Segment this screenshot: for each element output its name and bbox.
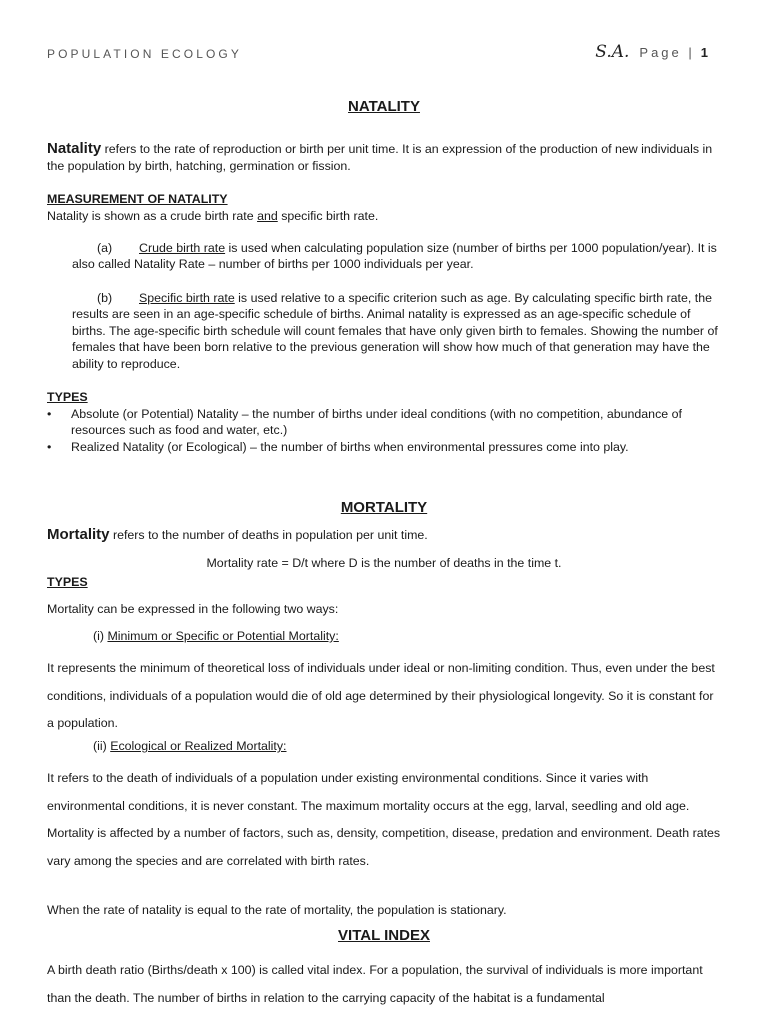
natality-term: Natality <box>47 140 102 157</box>
running-header: POPULATION ECOLOGY <box>47 47 242 61</box>
bullet-text-absolute: Absolute (or Potential) Natality – the number of births under ideal conditions (with no competition, abundance of resources such as food and water, etc.) <box>71 407 682 438</box>
list-item <box>47 406 727 439</box>
bullet-text-realized: Realized Natality (or Ecological) – the number of births when environmental pressures come into play. <box>71 440 629 454</box>
page-header-right <box>595 42 708 62</box>
subheading-ecological-mortality <box>93 739 287 753</box>
stationary-statement: When the rate of natality is equal to the rate of mortality, the population is stationary. <box>47 903 507 917</box>
page-number: 1 <box>700 45 708 60</box>
minimum-mortality-text: It represents the minimum of theoretical loss of individuals under ideal or non-limiting condition. Thus, even under the best conditions, individuals of a population would die of old age determined by their physiological longevity. So it is constant for a population. <box>47 661 715 731</box>
mortality-term: Mortality <box>47 526 110 543</box>
measurement-and: and <box>257 208 278 223</box>
measurement-text-part1: Natality is shown as a crude birth rate <box>47 208 258 223</box>
mortality-types-label: TYPES <box>47 575 88 589</box>
natality-title: NATALITY <box>348 98 420 115</box>
sub2-term: Ecological or Realized Mortality: <box>110 739 287 753</box>
list-item-crude-birth-rate <box>72 240 724 273</box>
mortality-types-heading <box>47 574 727 591</box>
sub1-term: Minimum or Specific or Potential Mortality: <box>107 629 339 643</box>
list-item-specific-birth-rate <box>72 290 724 372</box>
sub2-number: (ii) <box>93 739 111 753</box>
bullet-icon: • <box>47 440 52 454</box>
page-label: Page | <box>639 45 695 60</box>
item-b-number: (b) <box>97 291 113 305</box>
measurement-section <box>47 191 727 224</box>
natality-intro-text: refers to the rate of reproduction or birth per unit time. It is an expression of the production of new individuals in the population by birth, hatching, germination or fission. <box>47 142 713 173</box>
natality-intro <box>47 141 727 174</box>
vital-index-title: VITAL INDEX <box>338 927 430 944</box>
item-b-text: is used relative to a specific criterion such as age. By calculating specific birth rate, the results are seen in an age-specific schedule of births. Animal natality is expressed as an age-specific schedule of births. The age-specific birth schedule will count females that have only given birth to females. Showing the number of females that have been born relative to the previous generation will show how much of that generation may have the ability to reproduce. <box>72 291 718 371</box>
natality-types-heading <box>47 389 727 406</box>
ecological-mortality-text: It refers to the death of individuals of a population under existing environmental conditions. Since it varies with environmental conditions, it is never constant. The maximum mortality occurs at the egg, larval, seedling and old age. Mortality is affected by a number of factors, such as, density, competition, disease, predation and environment. Death rates vary among the species and are correlated with birth rates. <box>47 771 721 868</box>
item-b-term: Specific birth rate <box>139 291 235 305</box>
bullet-icon: • <box>47 407 52 421</box>
measurement-text-part2: specific birth rate. <box>277 208 379 223</box>
mortality-intro <box>47 527 727 544</box>
vital-index-text: A birth death ratio (Births/death x 100) is called vital index. For a population, the survival of individuals is more important than the death. The number of births in relation to the carrying capacity of the habitat is a fundamental <box>47 963 703 1005</box>
natality-types-label: TYPES <box>47 390 88 404</box>
measurement-heading: MEASUREMENT OF NATALITY <box>47 192 228 206</box>
mortality-types-intro: Mortality can be expressed in the following two ways: <box>47 602 339 616</box>
subheading-minimum-mortality <box>93 629 339 643</box>
item-a-text: is used when calculating population size (number of births per 1000 population/year). It is also called Natality Rate – number of births per 1000 individuals per year. <box>72 241 717 272</box>
item-a-number: (a) <box>97 241 113 255</box>
author-initials: S.A. <box>595 42 630 62</box>
mortality-title: MORTALITY <box>340 499 428 516</box>
sub1-number: (i) <box>93 629 108 643</box>
mortality-intro-text: refers to the number of deaths in population per unit time. <box>109 528 428 542</box>
item-a-term: Crude birth rate <box>139 241 226 255</box>
list-item <box>47 439 727 455</box>
mortality-formula: Mortality rate = D/t where D is the number of deaths in the time t. <box>206 556 562 570</box>
measurement-text <box>47 208 727 225</box>
